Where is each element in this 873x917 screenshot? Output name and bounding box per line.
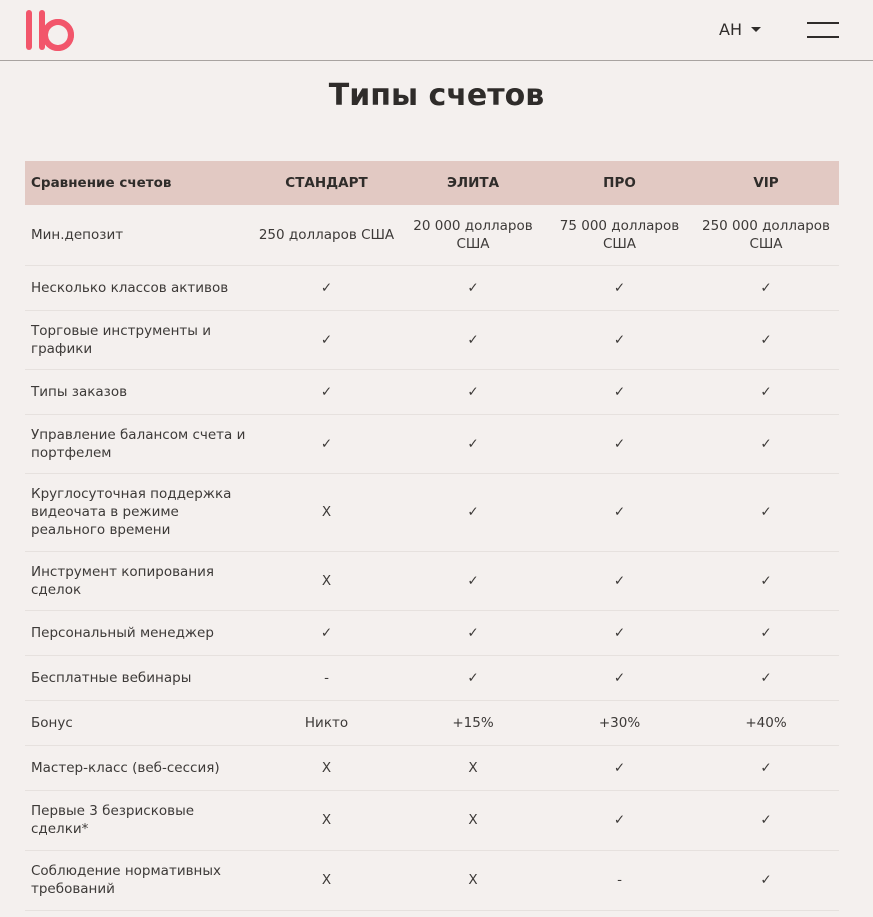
plan-value-cell: ✓ [546, 310, 693, 369]
plan-value-cell: ✓ [546, 610, 693, 655]
plan-value-cell: ✓ [400, 310, 546, 369]
plan-value-cell: ✓ [546, 790, 693, 850]
plan-value-cell: ✓ [546, 551, 693, 610]
table-row [25, 205, 839, 265]
table-row [25, 265, 839, 310]
plan-value-cell: ✓ [693, 265, 839, 310]
feature-label: Первые 3 безрисковые сделки* [25, 790, 253, 850]
plan-value-cell: ✓ [400, 414, 546, 473]
plan-value-cell: ✓ [546, 369, 693, 414]
plan-value-cell: X [400, 850, 546, 910]
plan-value-cell: ✓ [253, 369, 400, 414]
plan-value-cell: ✓ [693, 850, 839, 910]
table-row [25, 850, 839, 910]
column-header-comparison: Сравнение счетов [31, 175, 172, 191]
language-label: АН [719, 20, 742, 39]
feature-label: Бонус [25, 700, 253, 745]
plan-value-cell: ✓ [693, 610, 839, 655]
page-title: Типы счетов [328, 78, 545, 113]
plan-value-cell: ✓ [693, 551, 839, 610]
plan-value-cell: ✓ [400, 610, 546, 655]
language-selector[interactable] [719, 20, 761, 39]
plan-value-cell: X [400, 745, 546, 790]
account-comparison-table [25, 161, 839, 911]
plan-value-cell: 250 000 долларов США [693, 205, 839, 265]
plan-value-cell: ✓ [693, 369, 839, 414]
feature-label: Управление балансом счета и портфелем [25, 414, 253, 473]
plan-value-cell: X [253, 745, 400, 790]
plan-value-cell: ✓ [400, 655, 546, 700]
table-row [25, 610, 839, 655]
plan-value-cell: Никто [253, 700, 400, 745]
hamburger-menu-icon[interactable] [807, 21, 839, 39]
table-row [25, 551, 839, 610]
plan-value-cell: 75 000 долларов США [546, 205, 693, 265]
plan-value-cell: 250 долларов США [253, 205, 400, 265]
plan-value-cell: ✓ [400, 369, 546, 414]
plan-value-cell: ✓ [693, 745, 839, 790]
column-header-plan: ЭЛИТА [446, 175, 500, 191]
feature-label: Персональный менеджер [25, 610, 253, 655]
plan-value-cell: ✓ [253, 310, 400, 369]
plan-value-cell: X [253, 473, 400, 551]
plan-value-cell: - [253, 655, 400, 700]
feature-label: Бесплатные вебинары [25, 655, 253, 700]
plan-value-cell: X [400, 790, 546, 850]
table-row [25, 745, 839, 790]
plan-value-cell: ✓ [400, 551, 546, 610]
plan-value-cell: +40% [693, 700, 839, 745]
table-header [25, 161, 839, 205]
plan-value-cell: X [253, 551, 400, 610]
plan-value-cell: X [253, 850, 400, 910]
column-header-plan: СТАНДАРТ [285, 175, 368, 191]
plan-value-cell: +30% [546, 700, 693, 745]
plan-value-cell: ✓ [253, 414, 400, 473]
plan-value-cell: ✓ [400, 473, 546, 551]
feature-label: Соблюдение нормативных требований [25, 850, 253, 910]
column-header-plan: ПРО [603, 175, 636, 191]
menu-line-top [807, 22, 839, 24]
table-body [25, 205, 839, 910]
feature-label: Мастер-класс (веб-сессия) [25, 745, 253, 790]
plan-value-cell: ✓ [693, 414, 839, 473]
plan-value-cell: ✓ [546, 655, 693, 700]
plan-value-cell: - [546, 850, 693, 910]
table-row [25, 790, 839, 850]
feature-label: Торговые инструменты и графики [25, 310, 253, 369]
plan-value-cell: ✓ [400, 265, 546, 310]
table-row [25, 473, 839, 551]
plan-value-cell: ✓ [546, 414, 693, 473]
plan-value-cell: ✓ [693, 655, 839, 700]
plan-value-cell: ✓ [546, 473, 693, 551]
feature-label: Типы заказов [25, 369, 253, 414]
plan-value-cell: ✓ [546, 745, 693, 790]
feature-label: Круглосуточная поддержка видеочата в режиме реального времени [25, 473, 253, 551]
plan-value-cell: 20 000 долларов США [400, 205, 546, 265]
plan-value-cell: ✓ [693, 790, 839, 850]
site-header [0, 0, 873, 61]
table-row [25, 700, 839, 745]
logo-icon[interactable] [24, 8, 76, 52]
plan-value-cell: ✓ [546, 265, 693, 310]
feature-label: Инструмент копирования сделок [25, 551, 253, 610]
table-row [25, 310, 839, 369]
caret-down-icon [751, 27, 761, 32]
table-row [25, 655, 839, 700]
feature-label: Несколько классов активов [25, 265, 253, 310]
plan-value-cell: ✓ [253, 265, 400, 310]
menu-line-bottom [807, 36, 839, 38]
table-row [25, 414, 839, 473]
plan-value-cell: +15% [400, 700, 546, 745]
table-header-row [25, 161, 839, 205]
table-row [25, 369, 839, 414]
column-header-plan: VIP [753, 175, 779, 191]
plan-value-cell: X [253, 790, 400, 850]
feature-label: Мин.депозит [25, 205, 253, 265]
plan-value-cell: ✓ [693, 310, 839, 369]
plan-value-cell: ✓ [253, 610, 400, 655]
plan-value-cell: ✓ [693, 473, 839, 551]
